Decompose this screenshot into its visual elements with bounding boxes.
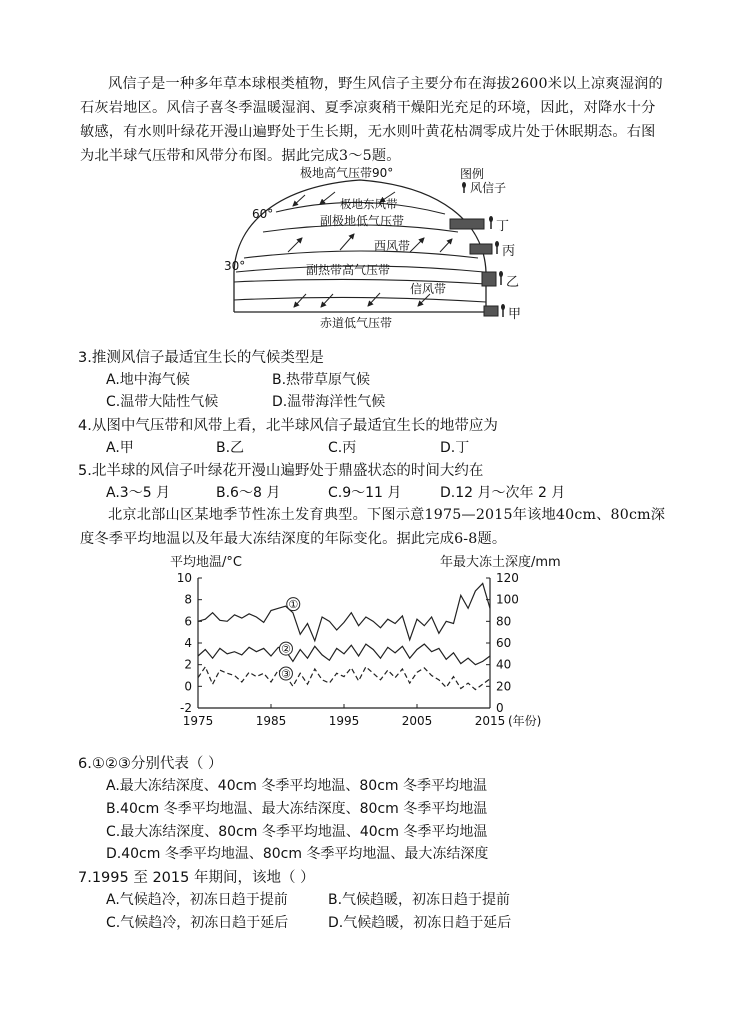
q5-option-a: A.3～5 月 bbox=[106, 485, 171, 501]
svg-text:甲: 甲 bbox=[508, 307, 522, 322]
question-6-stem: 6.①②③分别代表（ ） bbox=[78, 756, 223, 772]
legend-item: 风信子 bbox=[470, 181, 507, 195]
belt-label-subtropical-high: 副热带高气压带 bbox=[306, 263, 391, 277]
latitude-30: 30° bbox=[224, 259, 246, 273]
belt-label-trade-winds: 信风带 bbox=[410, 282, 447, 296]
belt-label-equatorial-low: 赤道低气压带 bbox=[320, 316, 393, 330]
q6-option-b: B.40cm 冬季平均地温、最大冻结深度、80cm 冬季平均地温 bbox=[106, 801, 488, 817]
question-7-stem: 7.1995 至 2015 年期间，该地（ ） bbox=[78, 870, 315, 886]
chart-x-tick-label: 2005 bbox=[401, 714, 433, 728]
q7-option-a: A.气候趋冷，初冻日趋于提前 bbox=[106, 892, 288, 908]
chart-xlabel: (年份) bbox=[508, 714, 542, 728]
pressure-wind-belt-diagram bbox=[0, 162, 737, 342]
q7-option-c: C.气候趋冷，初冻日趋于延后 bbox=[106, 915, 289, 931]
marker-ding bbox=[450, 216, 509, 234]
intro-paragraph-1: 风信子是一种多年草本球根类植物，野生风信子主要分布在海拔2600米以上凉爽湿润的石灰岩地区。风信子喜冬季温暖湿润、夏季凉爽稍干燥阳光充足的环境，因此，对降水十分敏感，有水则叶绿花开漫山遍野处于生长期，无水则叶黄花枯凋零成片处于休眠期态。右图为北半球气压带和风带分布图。据此完成3～5题。 bbox=[80, 76, 663, 164]
chart-left-tick-label: 2 bbox=[184, 657, 192, 672]
chart-series-line-2 bbox=[198, 644, 490, 665]
q3-option-d: D.温带海洋性气候 bbox=[272, 394, 386, 410]
chart-series-label-2: ② bbox=[281, 642, 291, 656]
marker-bing bbox=[470, 241, 515, 259]
chart-right-tick-label: 80 bbox=[496, 614, 512, 629]
chart-x-tick-label: 1985 bbox=[255, 714, 287, 728]
chart-right-tick-label: 0 bbox=[496, 701, 504, 715]
chart-x-tick-label: 2015 bbox=[474, 714, 506, 728]
question-5-stem: 5.北半球的风信子叶绿花开漫山遍野处于鼎盛状态的时间大约在 bbox=[78, 463, 484, 479]
q5-option-c: C.9～11 月 bbox=[328, 485, 402, 501]
q6-option-a: A.最大冻结深度、40cm 冬季平均地温、80cm 冬季平均地温 bbox=[106, 778, 487, 794]
chart-series-line-3 bbox=[198, 667, 490, 690]
chart-right-tick-label: 20 bbox=[496, 679, 512, 694]
chart-right-tick-label: 60 bbox=[496, 636, 512, 650]
chart-left-tick-label: 4 bbox=[184, 636, 192, 650]
chart-ylabel-right: 年最大冻土深度/mm bbox=[440, 555, 561, 570]
chart-series-label-1: ① bbox=[288, 598, 299, 612]
chart-series-line-1 bbox=[198, 583, 490, 640]
top-label: 极地高气压带90° bbox=[300, 166, 394, 180]
chart-right-tick-label: 40 bbox=[496, 657, 512, 672]
belt-label-polar-easterlies: 极地东风带 bbox=[340, 197, 398, 211]
question-4-stem: 4.从图中气压带和风带上看，北半球风信子最适宜生长的地带应为 bbox=[78, 418, 498, 434]
q3-option-b: B.热带草原气候 bbox=[272, 372, 371, 388]
ground-temperature-chart bbox=[0, 550, 737, 740]
legend-hyacinth-icon bbox=[462, 182, 466, 193]
q4-option-a: A.甲 bbox=[106, 440, 134, 456]
q7-option-b: B.气候趋暖，初冻日趋于提前 bbox=[328, 892, 511, 908]
legend-title: 图例 bbox=[460, 167, 485, 181]
q5-option-d: D.12 月～次年 2 月 bbox=[440, 485, 566, 501]
belt-label-westerlies: 西风带 bbox=[374, 239, 411, 253]
chart-left-tick-label: 10 bbox=[176, 571, 192, 585]
chart-right-tick-label: 100 bbox=[496, 592, 519, 607]
chart-ylabel-left: 平均地温/°C bbox=[170, 555, 242, 570]
question-3-stem: 3.推测风信子最适宜生长的气候类型是 bbox=[78, 350, 324, 366]
chart-left-tick-label: -2 bbox=[180, 701, 192, 715]
q6-option-c: C.最大冻结深度、80cm 冬季平均地温、40cm 冬季平均地温 bbox=[106, 824, 488, 840]
chart-x-tick-label: 1995 bbox=[328, 714, 360, 728]
q4-option-b: B.乙 bbox=[216, 440, 245, 456]
chart-left-tick-label: 8 bbox=[184, 592, 192, 607]
svg-text:丁: 丁 bbox=[496, 219, 510, 234]
q6-option-d: D.40cm 冬季平均地温、80cm 冬季平均地温、最大冻结深度 bbox=[106, 846, 489, 862]
chart-series-label-3: ③ bbox=[281, 667, 291, 681]
q5-option-b: B.6～8 月 bbox=[216, 485, 281, 501]
chart-right-tick-label: 120 bbox=[496, 571, 519, 585]
marker-yi bbox=[482, 271, 519, 290]
chart-left-tick-label: 6 bbox=[184, 614, 192, 629]
chart-x-tick-label: 1975 bbox=[182, 714, 214, 728]
intro-paragraph-2: 北京北部山区某地季节性冻土发育典型。下图示意1975—2015年该地40cm、80cm深度冬季平均地温以及年最大冻结深度的年际变化。据此完成6-8题。 bbox=[80, 507, 666, 547]
chart-left-tick-label: 0 bbox=[184, 679, 192, 694]
marker-jia bbox=[484, 304, 521, 322]
q7-option-d: D.气候趋暖，初冻日趋于延后 bbox=[328, 915, 512, 931]
belt-label-subpolar-low: 副极地低气压带 bbox=[320, 214, 405, 228]
svg-text:丙: 丙 bbox=[502, 244, 516, 259]
q4-option-d: D.丁 bbox=[440, 440, 470, 456]
q3-option-a: A.地中海气候 bbox=[106, 372, 190, 388]
svg-text:乙: 乙 bbox=[506, 275, 520, 290]
q4-option-c: C.丙 bbox=[328, 440, 357, 456]
q3-option-c: C.温带大陆性气候 bbox=[106, 394, 219, 410]
latitude-60: 60° bbox=[252, 207, 274, 221]
